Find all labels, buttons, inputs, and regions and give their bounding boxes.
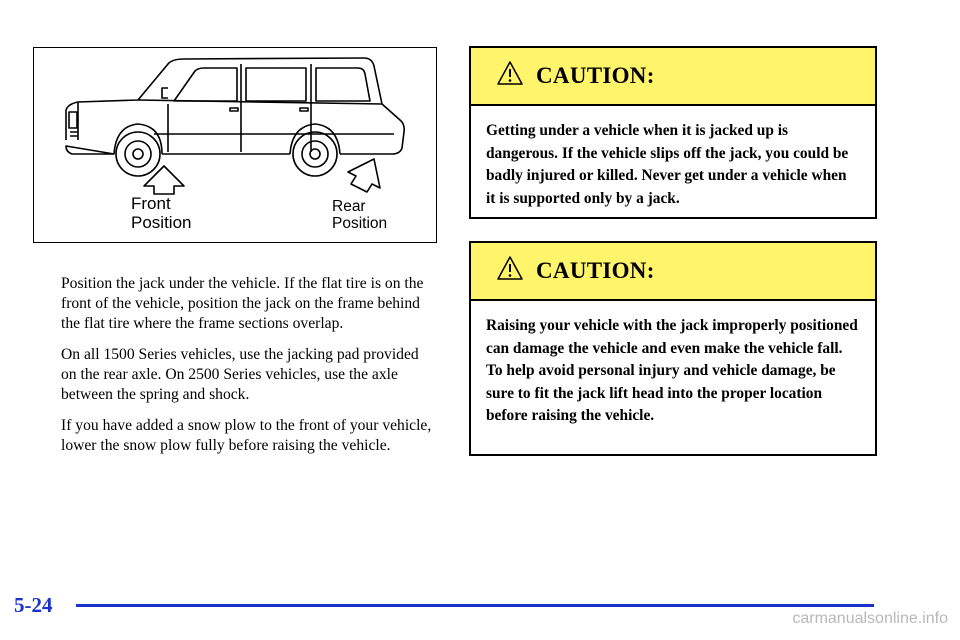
rear-label-line2: Position (332, 215, 388, 233)
footer-rule (76, 604, 874, 607)
front-position-label (131, 194, 191, 232)
vehicle-figure (33, 47, 437, 243)
front-label-line1: Front (131, 194, 171, 213)
front-label-line2: Position (131, 213, 192, 233)
paragraph-jack-position: Position the jack under the vehicle. If the flat tire is on the front of the vehicle, position the jack on the frame behind the flat tire where the frame sections overlap. (61, 275, 424, 332)
warning-triangle-icon (496, 255, 524, 281)
paragraph-jacking-pad: On all 1500 Series vehicles, use the jacking pad provided on the rear axle. On 2500 Series vehicles, use the axle between the spring and shock. (61, 346, 419, 403)
caution-title: CAUTION: (536, 63, 655, 88)
caution-text: Getting under a vehicle when it is jacked up is dangerous. If the vehicle slips off the jack, you could be badly injured or killed. Never get under a vehicle when it is supported only by a jack. (486, 122, 849, 207)
caution-text: Raising your vehicle with the jack improperly positioned can damage the vehicle and even make the vehicle fall. To help avoid personal injury and vehicle damage, be sure to fit the jack lift head into the proper location before raising the vehicle. (486, 317, 858, 424)
page-number: 5-24 (14, 593, 53, 617)
rear-label-line1: Rear (332, 198, 366, 215)
up-arrow-icon (144, 166, 184, 194)
watermark: carmanualsonline.info (792, 610, 948, 627)
rear-position-label (332, 198, 387, 233)
paragraph-snow-plow: If you have added a snow plow to the front of your vehicle, lower the snow plow fully before raising the vehicle. (61, 417, 432, 454)
caution-title: CAUTION: (536, 258, 655, 283)
instructions-text (61, 274, 433, 467)
caution-box-2 (469, 241, 877, 456)
caution-header (471, 243, 875, 301)
warning-triangle-icon (496, 60, 524, 86)
caution-header (471, 48, 875, 106)
up-arrow-icon (348, 159, 380, 192)
caution-box-1 (469, 46, 877, 219)
